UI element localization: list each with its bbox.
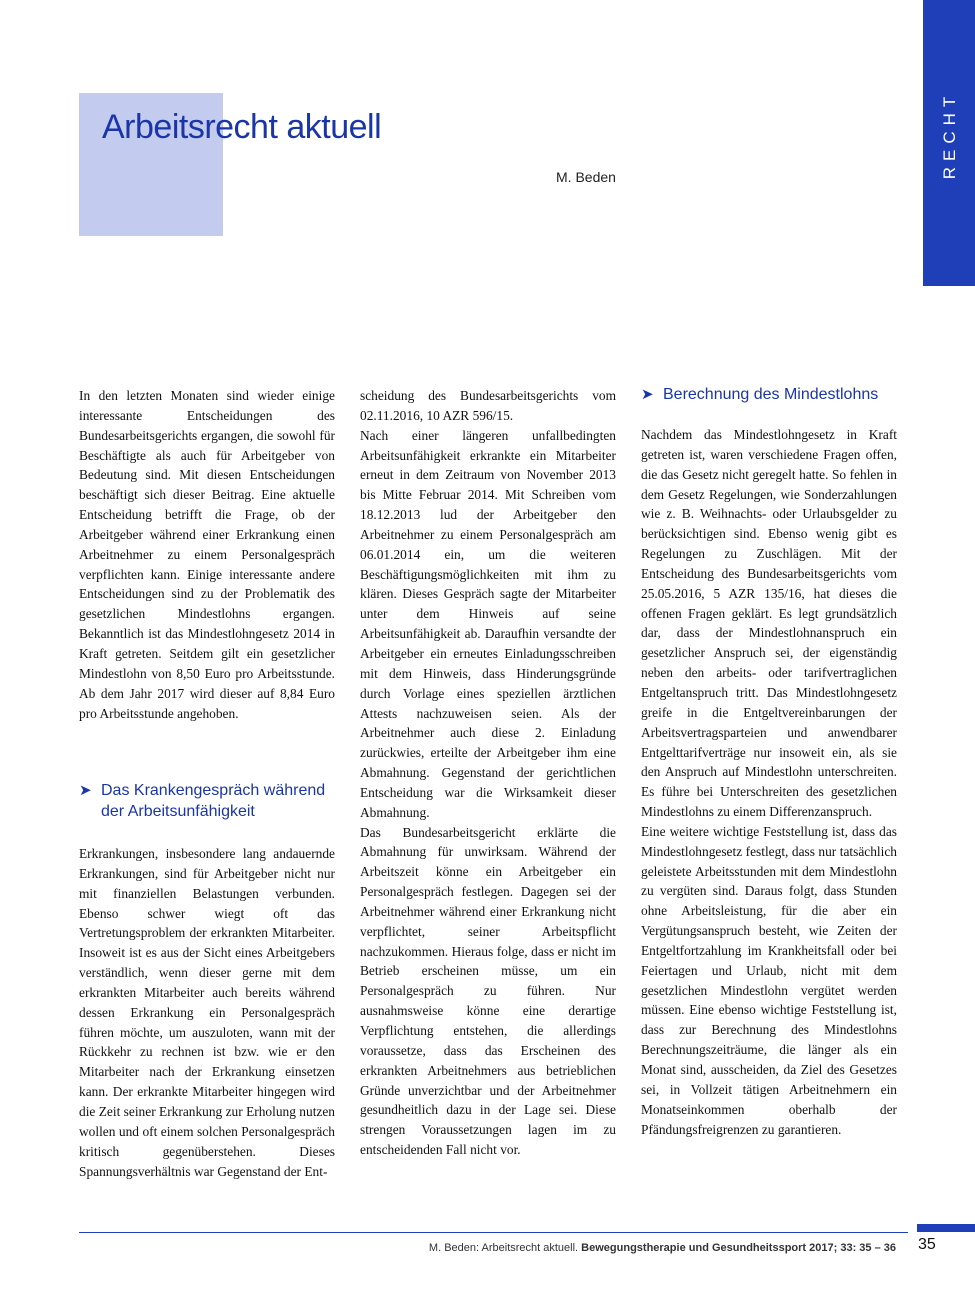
article-author: M. Beden [556, 169, 616, 185]
column-1-body [79, 844, 335, 1181]
article-title: Arbeitsrecht aktuell [102, 108, 382, 146]
footer-citation [429, 1242, 896, 1254]
body-paragraph: Erkrankungen, insbesondere lang andauernde Erkrankungen, sind für Arbeitgeber nicht nur mit finanziellen Belastungen verbunden. Ebenso schwer wiegt oft das Vertretungsproblem der erkrankten Mitarbeiter. Insoweit ist es aus der Sicht eines Arbeitgebers verständlich, wenn dieser gerne mit dem erkrankten Mitarbeiter auch bereits während dessen Erkrankung ein Personalgespräch führen möchte, um auszuloten, wann mit der Rückkehr zu rechnen ist bzw. wie er den Mitarbeiter nach der Erkrankung einsetzen kann. Der erkrankte Mitarbeiter hingegen wird die Zeit seiner Erkrankung zur Erholung nutzen wollen und oft einem solchen Personalgespräch kritisch gegenüberstehen. Dieses Spannungsverhältnis war Gegenstand der Ent- [79, 846, 335, 1179]
column-3 [641, 425, 897, 1139]
section-heading-text: Berechnung des Mindestlohns [663, 386, 879, 403]
page-number: 35 [918, 1236, 936, 1253]
arrow-icon: ➤ [79, 782, 92, 799]
page-corner-bar [917, 1224, 975, 1232]
column-2 [360, 386, 616, 1160]
body-paragraph: scheidung des Bundesarbeitsgerichts vom 02.11.2016, 10 AZR 596/15. [360, 388, 616, 423]
footer-citation-journal: Bewegungstherapie und Gesundheitssport 2017; 33: 35 – 36 [581, 1242, 896, 1254]
body-paragraph: Nachdem das Mindestlohngesetz in Kraft getreten ist, waren verschiedene Fragen offen, die das Gesetz nicht geregelt hatte. So fehlen in dem Gesetz Regelungen, wie Sonderzahlungen wie z. B. Weihnachts- oder Urlaubsgelder zu berücksichtigen sind. Ebenso wenig gibt es Regelungen zu Zuschlägen. Mit der Entscheidung des Bundesarbeitsgerichts vom 25.05.2016, 5 AZR 135/16, hat dieses die offenen Fragen geklärt. Es legt grundsätzlich dar, dass der Mindestlohnanspruch ein gesetzlicher Anspruch sei, der eigenständig neben den arbeits- oder tarifvertraglichen Entgeltanspruch tritt. Das Mindestlohngesetz greife in die Entgeltvereinbarungen der Arbeitsvertragsparteien und anwendbarer Entgelttarifverträge nur insoweit ein, als sie den Anspruch auf Mindestlohn unterschreiten. Es führe bei Unterschreiten des gesetzlichen Mindestlohns zu einem Differenzanspruch. [641, 427, 897, 820]
arrow-icon: ➤ [641, 386, 654, 403]
footer-rule [79, 1232, 908, 1233]
footer-citation-author: M. Beden: Arbeitsrecht aktuell. [428, 1242, 579, 1254]
column-1-intro [79, 386, 335, 723]
section-tab-label: RECHT [940, 90, 959, 180]
section-heading-mindestlohn [641, 384, 913, 405]
section-heading-text: Das Krankengespräch während der Arbeitsunfähigkeit [101, 782, 326, 820]
body-paragraph: Nach einer längeren unfallbedingten Arbeitsunfähigkeit erkrankte ein Mitarbeiter erneut in dem Zeitraum von November 2013 bis Mitte Februar 2014. Mit Schreiben vom 18.12.2013 lud der Arbeitgeber den Arbeitnehmer zu einem Personalgespräch am 06.01.2014 ein, um die weiteren Beschäftigungsmöglichkeiten mit ihm zu klären. Dieses Gespräch sagte der Mitarbeiter unter dem Hinweis auf seine Arbeitsunfähigkeit ab. Daraufhin versandte der Arbeitgeber ein erneutes Einladungsschreiben mit dem Hinweis, dass Hinderungsgründe durch Vorlage eines speziellen ärztlichen Attests nachzuweisen seien. Als der Arbeitnehmer auch diese 2. Einladung zurückwies, erteilte der Arbeitgeber ihm eine Abmahnung. Gegenstand der gerichtlichen Entscheidung war die Wirksamkeit dieser Abmahnung. [360, 427, 616, 820]
section-heading-krankengespraech [79, 780, 351, 822]
body-paragraph: Eine weitere wichtige Feststellung ist, dass das Mindestlohngesetz festlegt, dass nur tatsächlich geleistete Arbeitsstunden mit dem Mindestlohn zu vergüten sind. Daraus folgt, dass Stunden ohne Arbeitsleistung, für die aber ein Vergütungsanspruch besteht, wie Zeiten der Entgeltfortzahlung im Krankheitsfall oder bei Feiertagen und Urlaub, nicht mit dem gesetzlichen Mindestlohn vergütet werden müssen. Eine ebenso wichtige Feststellung ist, dass zur Berechnung des Mindestlohns Berechnungszeiträume, die länger als ein Monat sind, ausscheiden, da Ziel des Gesetzes sei, in Vollzeit tätigen Arbeitnehmern ein Monatseinkommen oberhalb der Pfändungsfreigrenzen zu garantieren. [641, 823, 897, 1137]
body-paragraph: Das Bundesarbeitsgericht erklärte die Abmahnung für unwirksam. Während der Arbeitszeit könne ein Arbeitgeber ein Personalgespräch festlegen. Dagegen sei der Arbeitnehmer während einer Erkrankung nicht verpflichtet, seiner Arbeitspflicht nachzukommen. Hieraus folge, dass er nicht im Betrieb erscheinen müsse, um ein Personalgespräch zu führen. Nur ausnahmsweise könne eine derartige Verpflichtung entstehen, die allerdings voraussetze, dass das Erscheinen des erkrankten Arbeitnehmers aus betrieblichen Gründe unverzichtbar und der Arbeitnehmer gesundheitlich dazu in der Lage sei. Diese strengen Voraussetzungen lagen im zu entscheidenden Fall nicht vor. [360, 824, 616, 1158]
intro-paragraph: In den letzten Monaten sind wieder einige interessante Entscheidungen des Bundesarbeitsgerichts ergangen, die sowohl für Beschäftigte als auch für Arbeitgeber von Bedeutung sind. Mit diesen Entscheidungen beschäftigt sich dieser Beitrag. Eine aktuelle Entscheidung betrifft die Frage, ob der Arbeitgeber während einer Erkrankung einen Arbeitnehmer zu einem Personalgespräch verpflichten kann. Einige interessante andere Entscheidungen sind zu der Problematik des gesetzlichen Mindestlohns ergangen. Bekanntlich ist das Mindestlohngesetz 2014 in Kraft getreten. Seitdem gilt ein gesetzlicher Mindestlohn von 8,50 Euro pro Arbeitsstunde. Ab dem Jahr 2017 wird dieser auf 8,84 Euro pro Arbeitsstunde angehoben. [79, 388, 335, 721]
